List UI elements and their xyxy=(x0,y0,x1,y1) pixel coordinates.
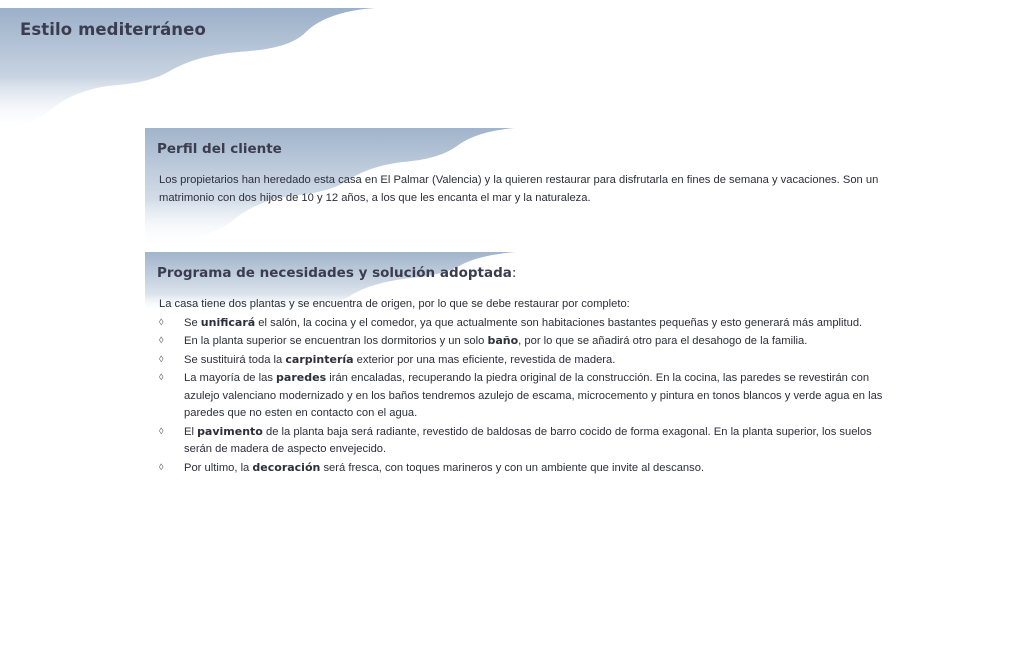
item-keyword: unificará xyxy=(200,315,256,329)
solution-list xyxy=(159,314,889,478)
program-heading xyxy=(157,265,516,281)
diamond-bullet-icon: ◊ xyxy=(159,335,164,345)
diamond-bullet-icon: ◊ xyxy=(159,461,164,472)
item-text-after: , por lo que se añadirá otro para el desahogo de la familia. xyxy=(518,335,808,347)
solution-item xyxy=(159,351,889,370)
client-profile-text: Los propietarios han heredado esta casa en El Palmar (Valencia) y la quieren restaurar para disfrutarla en fines de semana y vacaciones. Son un matrimonio con dos hijos de 10 y 12 años, a los que les encanta el mar y la naturaleza. xyxy=(159,174,879,204)
item-text-after: exterior por una mas eficiente, revestida de madera. xyxy=(353,353,616,366)
diamond-bullet-icon: ◊ xyxy=(159,316,164,327)
page-title: Estilo mediterráneo xyxy=(20,20,206,39)
item-text-after: el salón, la cocina y el comedor, ya que actualmente son habitaciones bastantes pequeñas y esto generará más amplitud. xyxy=(255,316,863,329)
client-profile-heading: Perfil del cliente xyxy=(157,141,282,157)
diamond-bullet-icon: ◊ xyxy=(159,353,164,364)
item-text-before: Se xyxy=(184,316,201,329)
item-keyword: carpintería xyxy=(285,352,354,366)
solution-item xyxy=(159,332,889,351)
item-text-before: En la planta superior se encuentran los dormitorios y un solo xyxy=(184,335,488,347)
item-text-before: Por ultimo, la xyxy=(184,461,253,474)
program-heading-colon: : xyxy=(511,265,517,281)
item-keyword: paredes xyxy=(276,371,327,384)
item-keyword: decoración xyxy=(252,460,321,474)
item-text-after: irán encaladas, recuperando la piedra original de la construcción. En la cocina, las paredes se revestirán con azulejo valenciano modernizado y en los baños tendremos azulejo de escama, microcemento y pintura en tonos blancos y verde agua en las paredes que no esten en contacto con el agua. xyxy=(184,372,883,419)
item-keyword: baño xyxy=(487,334,519,347)
item-text-before: Se sustituirá toda la xyxy=(184,353,286,366)
diamond-bullet-icon: ◊ xyxy=(159,425,164,436)
item-text-after: será fresca, con toques marineros y con un ambiente que invite al descanso. xyxy=(320,461,705,474)
item-text-after: de la planta baja será radiante, revestido de baldosas de barro cocido de forma exagonal. En la planta superior, los suelos serán de madera de aspecto envejecido. xyxy=(184,425,872,455)
item-text-before: La mayoría de las xyxy=(184,372,277,384)
solution-item xyxy=(159,369,889,423)
diamond-bullet-icon: ◊ xyxy=(159,372,164,382)
item-text-before: El xyxy=(184,425,198,438)
solution-item xyxy=(159,314,889,333)
item-keyword: pavimento xyxy=(197,424,263,438)
program-intro-text: La casa tiene dos plantas y se encuentra de origen, por lo que se debe restaurar por completo: xyxy=(159,298,630,310)
solution-item xyxy=(159,459,889,478)
program-heading-text: Programa de necesidades y solución adoptada xyxy=(157,265,512,281)
solution-item xyxy=(159,423,889,459)
